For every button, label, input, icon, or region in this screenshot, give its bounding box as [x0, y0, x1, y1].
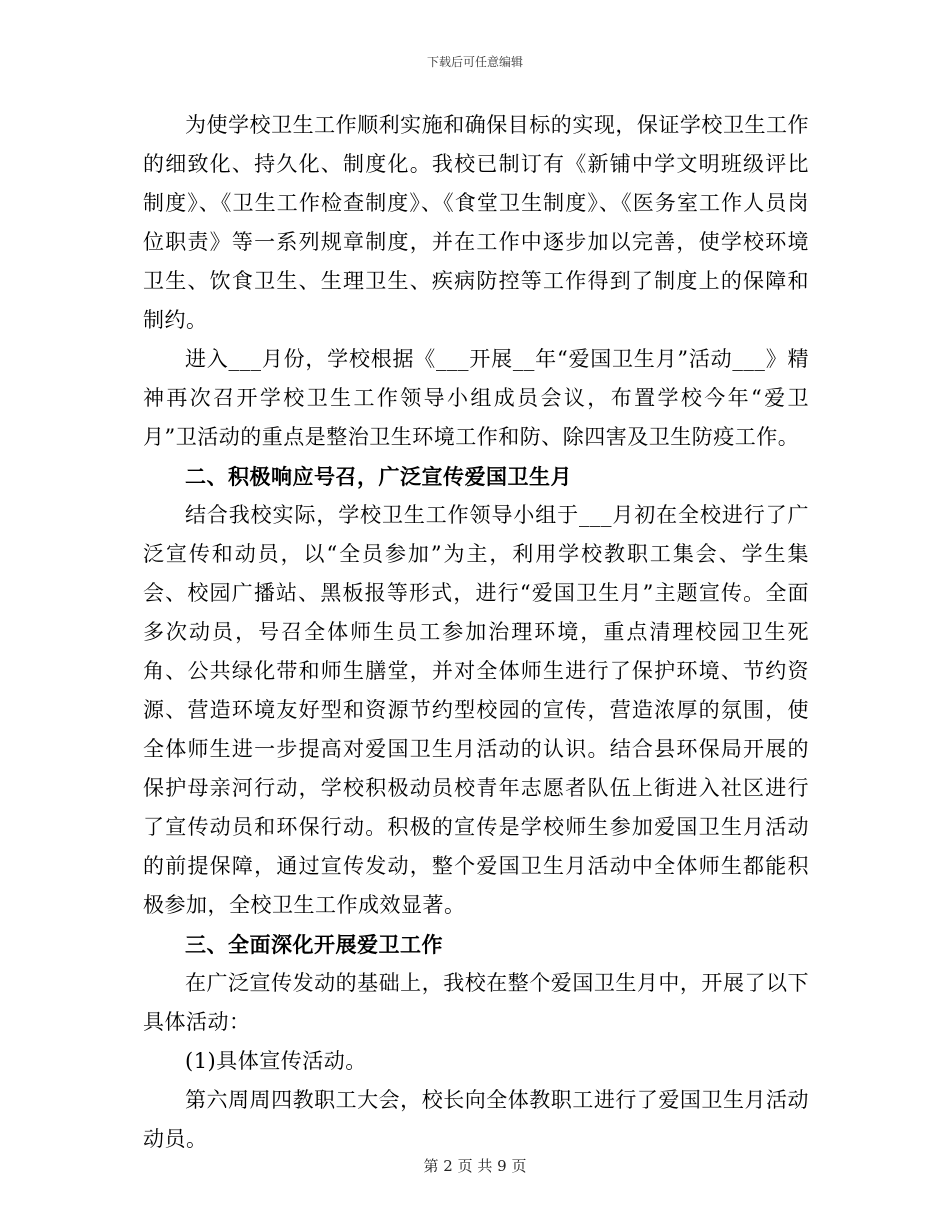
document-body — [143, 106, 809, 1159]
section-heading-2: 二、积极响应号召，广泛宣传爱国卫生月 — [185, 464, 572, 489]
paragraph-activities-intro: 在广泛宣传发动的基础上，我校在整个爱国卫生月中，开展了以下具体活动： — [143, 971, 809, 1034]
download-edit-note: 下载后可任意编辑 — [426, 55, 523, 69]
paragraph-hygiene-rules: 为使学校卫生工作顺利实施和确保目标的实现，保证学校卫生工作的细致化、持久化、制度化。我校已制订有《新铺中学文明班级评比制度》、《卫生工作检查制度》、《食堂卫生制度》、《医务室工作人员岗位职责》等一系列规章制度，并在工作中逐步加以完善，使学校环境卫生、饮食卫生、生理卫生、疾病防控等工作得到了制度上的保障和制约。 — [143, 113, 809, 332]
section-heading-3: 三、全面深化开展爱卫工作 — [185, 932, 443, 957]
page-number: 第 2 页 共 9 页 — [423, 1157, 527, 1175]
paragraph-meeting: 进入___月份，学校根据《___开展__年“爱国卫生月”活动___》精神再次召开学校卫生工作领导小组成员会议，布置学校今年“爱卫月”卫活动的重点是整治卫生环境工作和防、除四害及卫生防疫工作。 — [143, 347, 809, 449]
paragraph-publicity: 结合我校实际，学校卫生工作领导小组于___月初在全校进行了广泛宣传和动员，以“全员参加”为主，利用学校教职工集会、学生集会、校园广播站、黑板报等形式，进行“爱国卫生月”主题宣传。全面多次动员，号召全体师生员工参加治理环境，重点清理校园卫生死角、公共绿化带和师生膳堂，并对全体师生进行了保护环境、节约资源、营造环境友好型和资源节约型校园的宣传，营造浓厚的氛围，使全体师生进一步提高对爱国卫生月活动的认识。结合县环保局开展的保护母亲河行动，学校积极动员校青年志愿者队伍上街进入社区进行了宣传动员和环保行动。积极的宣传是学校师生参加爱国卫生月活动的前提保障，通过宣传发动，整个爱国卫生月活动中全体师生都能积极参加，全校卫生工作成效显著。 — [143, 503, 809, 917]
paragraph-item-1: (1)具体宣传活动。 — [185, 1049, 367, 1073]
paragraph-staff-meeting: 第六周周四教职工大会，校长向全体教职工进行了爱国卫生月活动动员。 — [143, 1088, 809, 1151]
